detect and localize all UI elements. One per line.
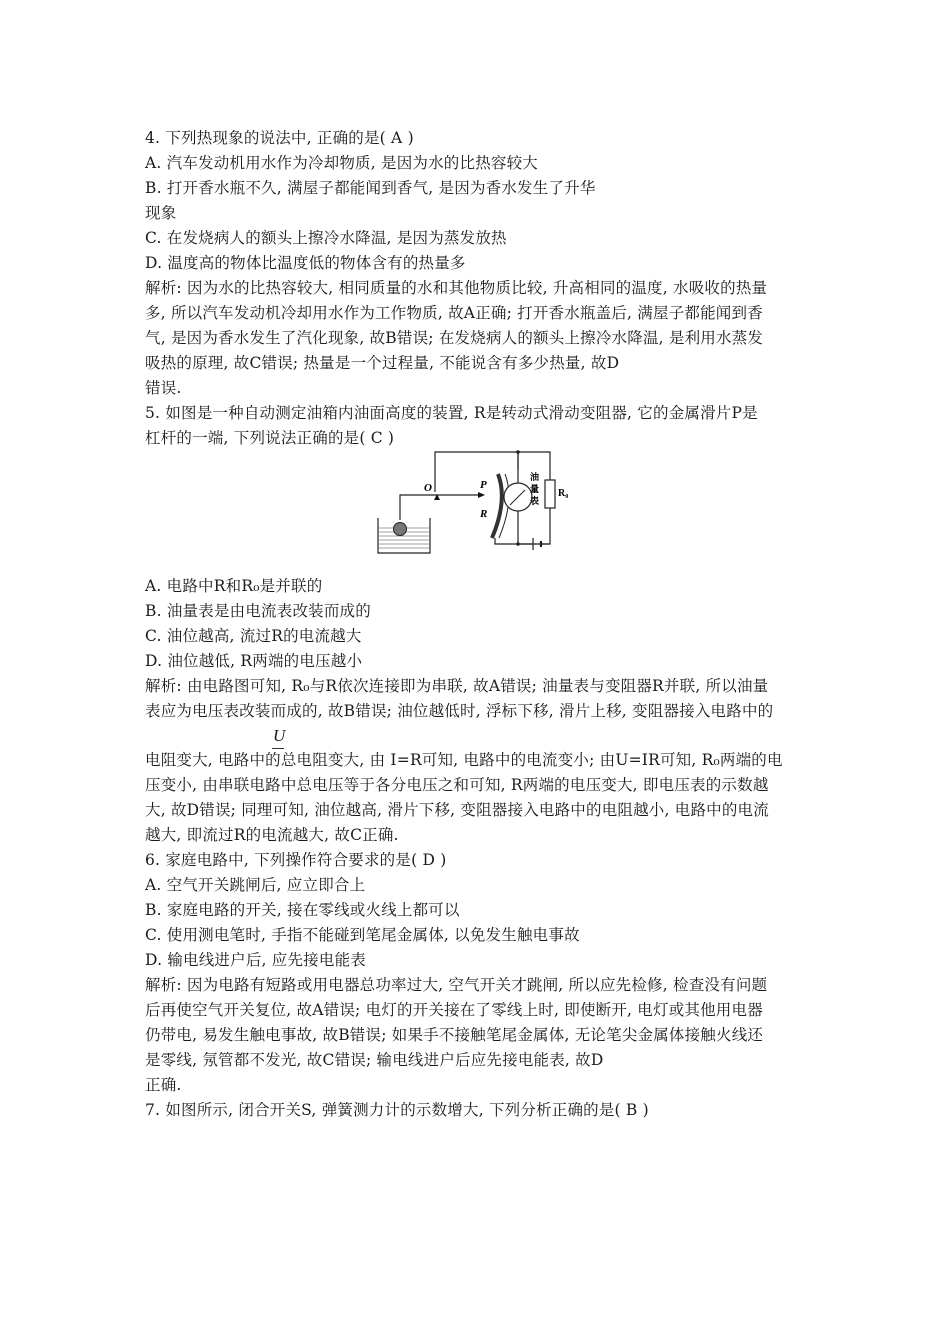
q5-analysis-line: 越大, 即流过R的电流越大, 故C正确. [145, 826, 399, 844]
q4-analysis-line: 多, 所以汽车发动机冷却用水作为工作物质, 故A正确; 打开香水瓶盖后, 满屋子都能闻到香 [145, 304, 763, 322]
meter-label-3: 表 [530, 496, 540, 506]
q4-option-b: B. 打开香水瓶不久, 满屋子都能闻到香气, 是因为香水发生了升华 [145, 179, 596, 197]
q5-stem-cont: 杠杆的一端, 下列说法正确的是( C ) [145, 429, 395, 447]
q5-stem: 5. 如图是一种自动测定油箱内油面高度的装置, R是转动式滑动变阻器, 它的金属滑片P是 [145, 404, 758, 422]
resistor-r [492, 474, 502, 538]
oil-gauge-circuit-diagram [370, 450, 585, 565]
q6-analysis-line: 正确. [145, 1076, 182, 1094]
q6-stem: 6. 家庭电路中, 下列操作符合要求的是( D ) [145, 851, 447, 869]
label-r0: R₀ [558, 488, 569, 499]
q4-analysis-line: 气, 是因为香水发生了汽化现象, 故B错误; 在发烧病人的额头上擦冷水降温, 是利用水蒸发 [145, 329, 764, 347]
q6-analysis-line: 仍带电, 易发生触电事故, 故B错误; 如果手不接触笔尾金属体, 无论笔尖金属体接触火线还 [145, 1026, 764, 1044]
q5-option-b: B. 油量表是由电流表改装而成的 [145, 602, 371, 620]
q6-analysis-line: 后再使空气开关复位, 故A错误; 电灯的开关接在了零线上时, 即使断开, 电灯或其他用电器 [145, 1001, 763, 1019]
q4-analysis-line: 解析: 因为水的比热容较大, 相同质量的水和其他物质比较, 升高相同的温度, 水吸收的热量 [145, 279, 768, 297]
resistor-r0 [545, 480, 555, 508]
q5-analysis-line: 解析: 由电路图可知, R₀与R依次连接即为串联, 故A错误; 油量表与变阻器R并联, 所以油量 [145, 677, 769, 695]
q5-analysis-line: 表应为电压表改装而成的, 故B错误; 油位越低时, 浮标下移, 滑片上移, 变阻器接入电路中的 [145, 702, 774, 720]
q4-option-c: C. 在发烧病人的额头上擦冷水降温, 是因为蒸发放热 [145, 229, 507, 247]
q4-analysis-line: 错误. [145, 379, 182, 397]
q6-option-a: A. 空气开关跳闸后, 应立即合上 [145, 876, 366, 894]
q6-analysis-line: 解析: 因为电路有短路或用电器总功率过大, 空气开关才跳闸, 所以应先检修, 检查没有问题 [145, 976, 768, 994]
label-r: R [480, 508, 488, 520]
q7-stem: 7. 如图所示, 闭合开关S, 弹簧测力计的示数增大, 下列分析正确的是( B ) [145, 1101, 649, 1119]
q5-analysis-line: 电阻变大, 电路中的总电阻变大, 由 I=R可知, 电路中的电流变小; 由U=IR可知, R₀两端的电 [145, 751, 783, 769]
label-p: P [480, 479, 487, 491]
q5-option-d: D. 油位越低, R两端的电压越小 [145, 652, 363, 670]
q4-stem: 4. 下列热现象的说法中, 正确的是( A ) [145, 129, 414, 147]
q4-option-d: D. 温度高的物体比温度低的物体含有的热量多 [145, 254, 466, 272]
fraction-bar [272, 748, 284, 749]
q5-option-c: C. 油位越高, 流过R的电流越大 [145, 627, 362, 645]
wire-top [435, 452, 518, 492]
q4-analysis-line: 吸热的原理, 故C错误; 热量是一个过程量, 不能说含有多少热量, 故D [145, 354, 620, 372]
q6-option-c: C. 使用测电笔时, 手指不能碰到笔尾金属体, 以免发生触电事故 [145, 926, 580, 944]
q5-option-a: A. 电路中R和R₀是并联的 [145, 577, 323, 595]
q6-option-d: D. 输电线进户后, 应先接电能表 [145, 951, 366, 969]
label-o: O [424, 482, 432, 494]
q5-analysis-line: 大, 故D错误; 同理可知, 油位越高, 滑片下移, 变阻器接入电路中的电阻越小, 电路中的电流 [145, 801, 769, 819]
float-ball [394, 523, 407, 536]
meter-label-1: 油 [530, 472, 540, 482]
q4-option-a: A. 汽车发动机用水作为冷却物质, 是因为水的比热容较大 [145, 154, 539, 172]
fraction-numerator: U [273, 726, 286, 745]
q6-analysis-line: 是零线, 氖管都不发光, 故C错误; 输电线进户后应先接电能表, 故D [145, 1051, 604, 1069]
meter-label-2: 量 [530, 484, 540, 494]
q6-option-b: B. 家庭电路的开关, 接在零线或火线上都可以 [145, 901, 460, 919]
q4-option-b-cont: 现象 [145, 204, 177, 222]
q5-analysis-line: 压变小, 由串联电路中总电压等于各分电压之和可知, R两端的电压变大, 即电压表的示数越 [145, 776, 769, 794]
